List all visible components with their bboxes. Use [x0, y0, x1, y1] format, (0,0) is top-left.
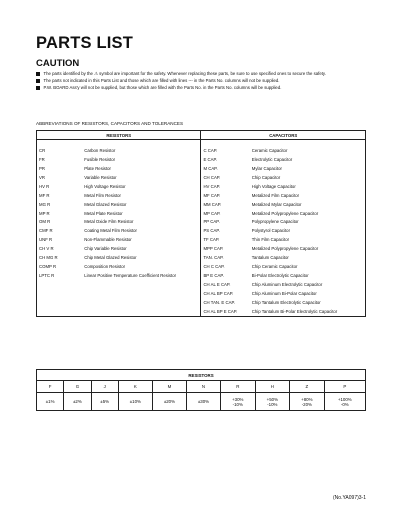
tolerance-value-line: ±20%	[163, 399, 176, 404]
caution-item	[36, 85, 366, 91]
resistor-name: Metal Glazed Resistor	[82, 200, 201, 209]
resistor-code	[37, 280, 83, 289]
capacitor-code: BP E CAP.	[201, 271, 250, 280]
capacitor-name: Chip Ceramic Capacitor	[250, 262, 366, 271]
resistor-code: CMF R	[37, 226, 83, 235]
table-row	[37, 226, 366, 235]
tolerance-value-line: ±30%	[197, 399, 210, 404]
resistor-code: FR	[37, 155, 83, 164]
tolerance-code: P	[324, 381, 365, 393]
resistor-name: Metal Film Resistor	[82, 191, 201, 200]
capacitor-name: High Voltage Capacitor	[250, 182, 366, 191]
capacitor-code: HV CAP.	[201, 182, 250, 191]
tolerance-value-line: +30%	[232, 396, 244, 402]
resistor-name: Fusible Resistor	[82, 155, 201, 164]
caution-item-text: The parts not indicated in this Parts List and those which are filled with lines --- in the Parts No. columns will not be supplied.	[43, 77, 280, 83]
tolerance-value	[118, 393, 152, 411]
tolerance-value	[255, 393, 290, 411]
caution-item-text: P.W. BOARD Ass'y will not be supplied, but those which are filled with the Parts No. in the Parts No. columns will be supplied.	[43, 84, 282, 90]
capacitor-name: Polypropylene Capacitor	[250, 218, 366, 227]
table-row	[37, 307, 366, 316]
capacitor-name: Bi-Polar Electrolytic Capacitor	[250, 271, 366, 280]
table-row	[37, 155, 366, 164]
tolerance-value-line: ±2%	[73, 399, 82, 404]
resistor-name	[82, 307, 201, 316]
capacitor-code: MP CAP.	[201, 209, 250, 218]
capacitor-code: TAN. CAP.	[201, 253, 250, 262]
resistor-code: PR	[37, 164, 83, 173]
tolerance-value	[152, 393, 186, 411]
capacitor-code: CH TAN. E CAP.	[201, 298, 250, 307]
tolerance-header: RESISTORS	[37, 370, 366, 381]
tolerance-code: G	[64, 381, 91, 393]
resistor-code: MF R	[37, 191, 83, 200]
tolerance-code: F	[37, 381, 64, 393]
capacitor-code: MF CAP.	[201, 191, 250, 200]
table-row	[37, 280, 366, 289]
resistor-code	[37, 307, 83, 316]
table-row	[37, 209, 366, 218]
tolerance-table	[36, 369, 366, 411]
resistor-name: Plate Resistor	[82, 164, 201, 173]
tolerance-value-line: -10%	[267, 401, 278, 407]
tolerance-value-line: ±5%	[100, 399, 110, 404]
resistor-name: Chip Metal Glazed Resistor	[82, 253, 201, 262]
capacitor-code: PS CAP.	[201, 226, 250, 235]
capacitor-name: Metalized Mylar Capacitor	[250, 200, 366, 209]
table-row	[37, 173, 366, 182]
tolerance-value	[91, 393, 118, 411]
resistor-code: OM R	[37, 218, 83, 227]
table-row	[37, 164, 366, 173]
tolerance-code: H	[255, 381, 290, 393]
capacitor-name: Chip Capacitor	[250, 173, 366, 182]
resistor-code: COMP R	[37, 262, 83, 271]
capacitor-name: Metalized Polypropylene Capacitor	[250, 244, 366, 253]
resistor-name	[82, 289, 201, 298]
tolerance-value	[324, 393, 365, 411]
page-title: PARTS LIST	[36, 34, 134, 52]
resistor-code: CH MG R	[37, 253, 83, 262]
tolerance-code: N	[186, 381, 220, 393]
resistor-name	[82, 280, 201, 289]
capacitor-code: C CAP.	[201, 146, 250, 155]
resistor-name: Linear Positive Temperature Coefficient Resistor	[82, 271, 201, 280]
resistor-name	[82, 298, 201, 307]
resistor-code	[37, 289, 83, 298]
table-row	[37, 191, 366, 200]
capacitor-name: Polystyrol Capacitor	[250, 226, 366, 235]
resistor-code: MG R	[37, 200, 83, 209]
bullet-square-icon	[36, 79, 40, 83]
capacitor-code: CH AL E CAP.	[201, 280, 250, 289]
caution-item-text: The parts identified by the ⚠ symbol are important for the safety. Whenever replacing these parts, be sure to use specified ones to secure the safety.	[43, 71, 326, 76]
tolerance-value-line: +80%	[301, 396, 313, 402]
capacitor-name: Thin Film Capacitor	[250, 235, 366, 244]
abbreviations-title: ABBREVIATIONS OF RESISTORS, CAPACITORS AND TOLERANCES	[36, 121, 184, 126]
bullet-square-icon	[36, 86, 40, 90]
resistor-name: Non-Flammable Resistor	[82, 235, 201, 244]
resistor-name: Variable Resistor	[82, 173, 201, 182]
resistor-code: CR	[37, 146, 83, 155]
capacitor-name: Tantalum Capacitor	[250, 253, 366, 262]
capacitor-code: CH AL BP E CAP.	[201, 307, 250, 316]
resistor-name: Carbon Resistor	[82, 146, 201, 155]
capacitor-code: TF CAP.	[201, 235, 250, 244]
capacitor-name: Chip Aluminum Electrolytic Capacitor	[250, 280, 366, 289]
resistors-header: RESISTORS	[37, 131, 201, 140]
table-row	[37, 298, 366, 307]
tolerance-value-line: ±10%	[129, 399, 141, 404]
capacitor-code: PP CAP.	[201, 218, 250, 227]
table-row	[37, 218, 366, 227]
capacitor-name: Chip Aluminum Bi-Polar Capacitor	[250, 289, 366, 298]
table-row	[37, 235, 366, 244]
table-row	[37, 200, 366, 209]
table-row	[37, 262, 366, 271]
table-row	[37, 146, 366, 155]
table-row	[37, 253, 366, 262]
capacitor-code: MM CAP.	[201, 200, 250, 209]
tolerance-code: M	[152, 381, 186, 393]
table-row	[37, 244, 366, 253]
table-row	[37, 271, 366, 280]
resistor-name: Metal Plate Resistor	[82, 209, 201, 218]
tolerance-value-line: +50%	[266, 396, 278, 402]
resistor-code: UNF R	[37, 235, 83, 244]
caution-list	[36, 71, 366, 92]
caution-item	[36, 78, 366, 84]
capacitors-header: CAPACITORS	[201, 131, 366, 140]
resistor-code	[37, 298, 83, 307]
resistor-name: Metal Oxide Film Resistor	[82, 218, 201, 227]
page-number: (No.YA097)3-1	[333, 495, 366, 501]
resistor-code: LPTC R	[37, 271, 83, 280]
capacitor-name: Ceramic Capacitor	[250, 146, 366, 155]
tolerance-code: Z	[290, 381, 325, 393]
table-row	[37, 182, 366, 191]
caution-item	[36, 71, 366, 77]
tolerance-value-line: -20%	[301, 401, 312, 407]
caution-heading: CAUTION	[36, 58, 80, 69]
abbreviations-table	[36, 130, 366, 317]
capacitor-name: Electrolytic Capacitor	[250, 155, 366, 164]
tolerance-value	[290, 393, 325, 411]
capacitor-name: Chip Tantalum Electrolytic Capacitor	[250, 298, 366, 307]
tolerance-value-line: ±1%	[45, 399, 55, 404]
resistor-code: HV R	[37, 182, 83, 191]
capacitor-name: Chip Tantalum Bi-Polar Electrolytic Capacitor	[250, 307, 366, 316]
tolerance-value	[186, 393, 220, 411]
capacitor-name: Mylar Capacitor	[250, 164, 366, 173]
resistor-name: Coating Metal Film Resistor	[82, 226, 201, 235]
table-row	[37, 289, 366, 298]
tolerance-value	[37, 393, 64, 411]
tolerance-code: R	[221, 381, 256, 393]
resistor-code: VR	[37, 173, 83, 182]
bullet-square-icon	[36, 72, 40, 76]
resistor-code: MP R	[37, 209, 83, 218]
capacitor-name: Metalized Film Capacitor	[250, 191, 366, 200]
tolerance-value-line: +100%	[337, 396, 352, 402]
resistor-name: High Voltage Resistor	[82, 182, 201, 191]
capacitor-code: MPP CAP.	[201, 244, 250, 253]
resistor-name: Composition Resistor	[82, 262, 201, 271]
resistor-code: CH V R	[37, 244, 83, 253]
tolerance-value	[64, 393, 91, 411]
capacitor-name: Metalized Polypropylene Capacitor	[250, 209, 366, 218]
capacitor-code: CH C CAP.	[201, 262, 250, 271]
tolerance-value	[221, 393, 256, 411]
tolerance-code: J	[91, 381, 118, 393]
tolerance-value-line: -0%	[340, 401, 349, 407]
capacitor-code: CH AL BP CAP.	[201, 289, 250, 298]
resistor-name: Chip Variable Resistor	[82, 244, 201, 253]
capacitor-code: CH CAP.	[201, 173, 250, 182]
tolerance-code: K	[118, 381, 152, 393]
capacitor-code: E CAP.	[201, 155, 250, 164]
capacitor-code: M CAP.	[201, 164, 250, 173]
tolerance-value-line: -10%	[232, 401, 243, 407]
